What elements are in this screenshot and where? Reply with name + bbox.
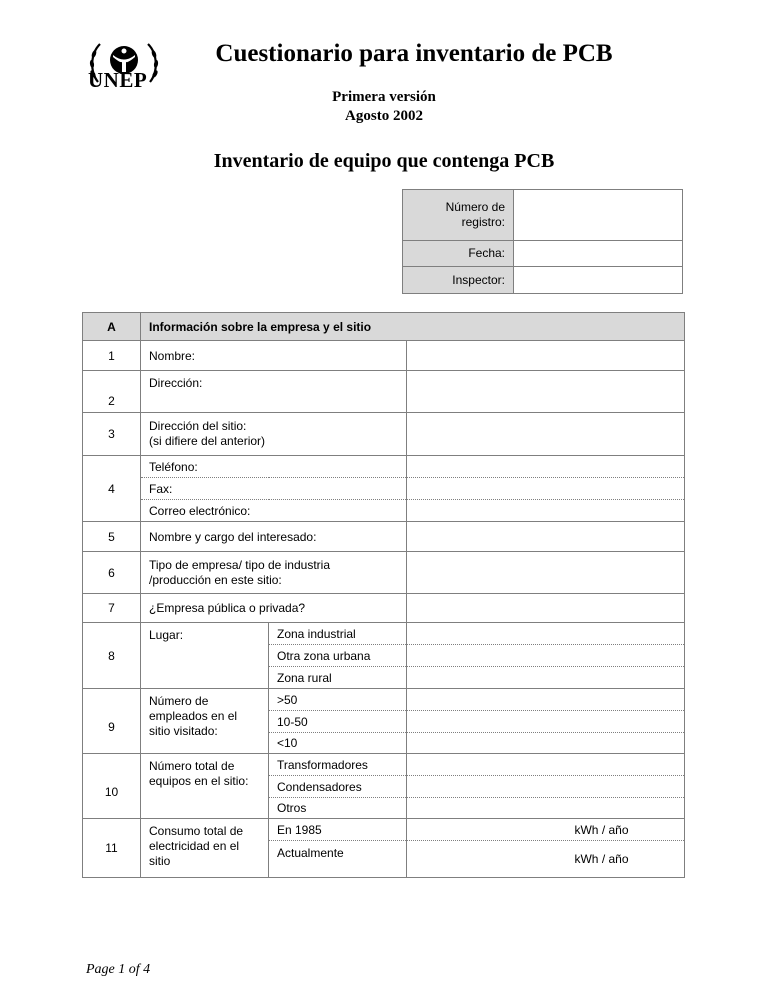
registration-number-label: Número de registro: (403, 190, 514, 241)
equipment-option: Otros (269, 798, 407, 819)
site-address-label (141, 413, 407, 456)
version-block (0, 88, 768, 126)
location-option: Zona rural (269, 667, 407, 689)
site-address-text: Dirección del sitio: (149, 419, 247, 433)
row-number: 7 (83, 594, 141, 623)
row-number: 8 (83, 623, 141, 689)
version-label: Primera versión (332, 89, 436, 105)
location-label: Lugar: (141, 623, 269, 689)
address-field[interactable] (407, 371, 685, 413)
section-title: Información sobre la empresa y el sitio (141, 313, 685, 341)
consumption-current-field[interactable]: kWh / año (407, 841, 685, 878)
employees-option: <10 (269, 733, 407, 754)
row-number: 4 (83, 456, 141, 522)
row-number: 3 (83, 413, 141, 456)
public-private-field[interactable] (407, 594, 685, 623)
employees-field[interactable] (407, 689, 685, 711)
consumption-option: En 1985 (269, 819, 407, 841)
section-letter: A (83, 313, 141, 341)
registration-table (402, 189, 683, 294)
public-private-label: ¿Empresa pública o privada? (141, 594, 407, 623)
consumption-option: Actualmente (269, 841, 407, 878)
phone-field[interactable] (407, 456, 685, 478)
location-field[interactable] (407, 645, 685, 667)
site-address-field[interactable] (407, 413, 685, 456)
page-number: Page 1 of 4 (86, 962, 151, 977)
equipment-label: Número total de equipos en el sitio: (141, 754, 269, 819)
company-type-field[interactable] (407, 552, 685, 594)
row-number: 11 (83, 819, 141, 878)
employees-label: Número de empleados en el sitio visitado: (141, 689, 269, 754)
equipment-option: Transformadores (269, 754, 407, 776)
employees-option: 10-50 (269, 711, 407, 733)
name-label: Nombre: (141, 341, 407, 371)
equipment-field[interactable] (407, 754, 685, 776)
section-heading: Inventario de equipo que contenga PCB (213, 150, 555, 172)
location-option: Otra zona urbana (269, 645, 407, 667)
location-field[interactable] (407, 667, 685, 689)
row-number: 2 (83, 371, 141, 413)
equipment-field[interactable] (407, 776, 685, 798)
phone-label: Teléfono: (141, 456, 407, 478)
inspector-field[interactable] (514, 267, 683, 294)
inspector-label: Inspector: (403, 267, 514, 294)
email-field[interactable] (407, 500, 685, 522)
version-date: Agosto 2002 (345, 108, 423, 124)
company-type-label: Tipo de empresa/ tipo de industria /producción en este sitio: (141, 552, 407, 594)
employees-option: >50 (269, 689, 407, 711)
email-label: Correo electrónico: (141, 500, 407, 522)
site-address-note: (si difiere del anterior) (149, 434, 266, 448)
equipment-option: Condensadores (269, 776, 407, 798)
date-field[interactable] (514, 241, 683, 267)
row-number: 9 (83, 689, 141, 754)
consumption-label: Consumo total de electricidad en el sitio (141, 819, 269, 878)
row-number: 6 (83, 552, 141, 594)
company-info-table (82, 312, 685, 878)
location-option: Zona industrial (269, 623, 407, 645)
employees-field[interactable] (407, 733, 685, 754)
document-title: Cuestionario para inventario de PCB (215, 40, 613, 67)
location-field[interactable] (407, 623, 685, 645)
consumption-1985-field[interactable]: kWh / año (407, 819, 685, 841)
fax-label: Fax: (141, 478, 407, 500)
row-number: 1 (83, 341, 141, 371)
logo-text: UNEP (88, 68, 148, 92)
address-label: Dirección: (141, 371, 407, 413)
row-number: 5 (83, 522, 141, 552)
registration-number-field[interactable] (514, 190, 683, 241)
name-field[interactable] (407, 341, 685, 371)
equipment-field[interactable] (407, 798, 685, 819)
fax-field[interactable] (407, 478, 685, 500)
contact-field[interactable] (407, 522, 685, 552)
date-label: Fecha: (403, 241, 514, 267)
employees-field[interactable] (407, 711, 685, 733)
row-number: 10 (83, 754, 141, 819)
contact-label: Nombre y cargo del interesado: (141, 522, 407, 552)
